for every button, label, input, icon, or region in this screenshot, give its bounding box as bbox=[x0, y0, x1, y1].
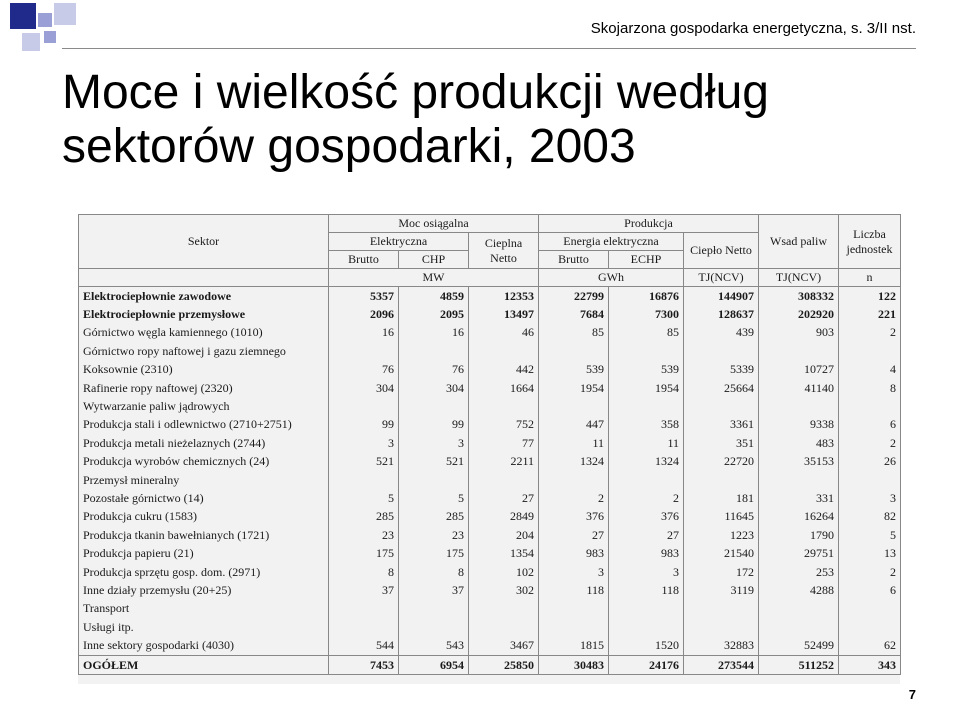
row-value: 285 bbox=[329, 508, 399, 526]
row-value: 3 bbox=[399, 434, 469, 452]
row-value: 22720 bbox=[684, 453, 759, 471]
row-label: OGÓŁEM bbox=[79, 655, 329, 674]
header-unit-tj-heat: TJ(NCV) bbox=[684, 269, 759, 287]
row-value: 6 bbox=[839, 416, 901, 434]
row-value bbox=[839, 618, 901, 636]
row-value: 5 bbox=[329, 489, 399, 507]
row-label: Rafinerie ropy naftowej (2320) bbox=[79, 379, 329, 397]
row-value bbox=[539, 342, 609, 360]
row-value: 10727 bbox=[759, 361, 839, 379]
row-value: 35153 bbox=[759, 453, 839, 471]
row-value: 983 bbox=[609, 544, 684, 562]
table-row bbox=[79, 416, 901, 434]
row-value: 2095 bbox=[399, 305, 469, 323]
row-value: 118 bbox=[609, 581, 684, 599]
row-value: 1520 bbox=[609, 636, 684, 655]
row-value: 77 bbox=[469, 434, 539, 452]
row-value: 37 bbox=[399, 581, 469, 599]
row-value bbox=[684, 600, 759, 618]
row-value: 122 bbox=[839, 287, 901, 306]
row-value: 752 bbox=[469, 416, 539, 434]
row-value: 343 bbox=[839, 655, 901, 674]
row-value: 12353 bbox=[469, 287, 539, 306]
row-value: 1954 bbox=[609, 379, 684, 397]
header-cieplna-netto: Cieplna Netto bbox=[469, 233, 539, 269]
table-row bbox=[79, 397, 901, 415]
header-sektor: Sektor bbox=[79, 215, 329, 269]
table-row bbox=[79, 544, 901, 562]
row-value bbox=[329, 471, 399, 489]
row-value: 25664 bbox=[684, 379, 759, 397]
data-table bbox=[78, 214, 901, 675]
table-row bbox=[79, 453, 901, 471]
row-value: 3 bbox=[539, 563, 609, 581]
row-label: Produkcja metali nieżelaznych (2744) bbox=[79, 434, 329, 452]
row-value bbox=[609, 618, 684, 636]
row-value bbox=[539, 397, 609, 415]
row-value: 1324 bbox=[539, 453, 609, 471]
row-label: Górnictwo ropy naftowej i gazu ziemnego bbox=[79, 342, 329, 360]
row-value bbox=[469, 471, 539, 489]
row-value: 3 bbox=[329, 434, 399, 452]
table-row bbox=[79, 489, 901, 507]
row-value: 204 bbox=[469, 526, 539, 544]
row-value: 82 bbox=[839, 508, 901, 526]
row-value: 273544 bbox=[684, 655, 759, 674]
row-value: 24176 bbox=[609, 655, 684, 674]
row-value: 358 bbox=[609, 416, 684, 434]
row-value: 4288 bbox=[759, 581, 839, 599]
row-value: 27 bbox=[469, 489, 539, 507]
row-value bbox=[759, 397, 839, 415]
row-value: 13497 bbox=[469, 305, 539, 323]
row-value: 8 bbox=[329, 563, 399, 581]
row-value: 6 bbox=[839, 581, 901, 599]
row-value: 5 bbox=[839, 526, 901, 544]
row-value bbox=[469, 397, 539, 415]
row-value: 16 bbox=[399, 324, 469, 342]
row-value: 23 bbox=[329, 526, 399, 544]
row-value bbox=[839, 397, 901, 415]
row-value: 447 bbox=[539, 416, 609, 434]
row-value: 11645 bbox=[684, 508, 759, 526]
header-chp: CHP bbox=[399, 251, 469, 269]
row-value bbox=[839, 600, 901, 618]
row-value bbox=[609, 397, 684, 415]
row-value: 351 bbox=[684, 434, 759, 452]
row-value: 11 bbox=[609, 434, 684, 452]
row-value: 304 bbox=[329, 379, 399, 397]
slide-title-line-1: Moce i wielkość produkcji według bbox=[62, 66, 769, 119]
table-row bbox=[79, 305, 901, 323]
header-produkcja: Produkcja bbox=[539, 215, 759, 233]
row-value: 26 bbox=[839, 453, 901, 471]
row-value: 102 bbox=[469, 563, 539, 581]
row-value: 285 bbox=[399, 508, 469, 526]
row-value: 2 bbox=[609, 489, 684, 507]
row-value: 13 bbox=[839, 544, 901, 562]
row-value: 1354 bbox=[469, 544, 539, 562]
row-value bbox=[609, 342, 684, 360]
header-unit-n: n bbox=[839, 269, 901, 287]
row-value: 439 bbox=[684, 324, 759, 342]
table-row bbox=[79, 563, 901, 581]
row-value: 9338 bbox=[759, 416, 839, 434]
row-value bbox=[399, 471, 469, 489]
row-value: 2096 bbox=[329, 305, 399, 323]
row-value: 221 bbox=[839, 305, 901, 323]
row-value bbox=[329, 600, 399, 618]
row-value: 172 bbox=[684, 563, 759, 581]
row-value: 99 bbox=[399, 416, 469, 434]
row-value: 37 bbox=[329, 581, 399, 599]
header-elektryczna: Elektryczna bbox=[329, 233, 469, 251]
row-value: 544 bbox=[329, 636, 399, 655]
row-value: 8 bbox=[839, 379, 901, 397]
header-brutto-gwh: Brutto bbox=[539, 251, 609, 269]
table-row bbox=[79, 379, 901, 397]
row-value bbox=[329, 618, 399, 636]
header-brutto-mw: Brutto bbox=[329, 251, 399, 269]
row-value bbox=[759, 342, 839, 360]
row-value: 304 bbox=[399, 379, 469, 397]
row-value: 76 bbox=[329, 361, 399, 379]
row-value: 3 bbox=[609, 563, 684, 581]
row-value: 1815 bbox=[539, 636, 609, 655]
table-row bbox=[79, 581, 901, 599]
header-unit-mw: MW bbox=[329, 269, 539, 287]
header-echp: ECHP bbox=[609, 251, 684, 269]
row-value bbox=[329, 397, 399, 415]
row-label: Pozostałe górnictwo (14) bbox=[79, 489, 329, 507]
table-row bbox=[79, 324, 901, 342]
row-value: 21540 bbox=[684, 544, 759, 562]
row-value: 308332 bbox=[759, 287, 839, 306]
logo-square bbox=[54, 3, 76, 25]
logo-square bbox=[22, 33, 40, 51]
row-value: 29751 bbox=[759, 544, 839, 562]
row-value: 2211 bbox=[469, 453, 539, 471]
row-value: 2849 bbox=[469, 508, 539, 526]
row-value: 2 bbox=[539, 489, 609, 507]
header-wsad-paliw: Wsad paliw bbox=[759, 215, 839, 269]
row-value: 41140 bbox=[759, 379, 839, 397]
row-value: 3119 bbox=[684, 581, 759, 599]
row-value: 3361 bbox=[684, 416, 759, 434]
table-row bbox=[79, 434, 901, 452]
row-value: 128637 bbox=[684, 305, 759, 323]
table-body bbox=[79, 287, 901, 675]
row-value: 2 bbox=[839, 434, 901, 452]
row-value: 8 bbox=[399, 563, 469, 581]
row-label: Produkcja cukru (1583) bbox=[79, 508, 329, 526]
row-value: 511252 bbox=[759, 655, 839, 674]
table-row bbox=[79, 600, 901, 618]
row-value bbox=[759, 471, 839, 489]
row-value bbox=[839, 471, 901, 489]
row-value: 539 bbox=[539, 361, 609, 379]
row-value bbox=[759, 618, 839, 636]
row-label: Produkcja stali i odlewnictwo (2710+2751) bbox=[79, 416, 329, 434]
row-value bbox=[759, 600, 839, 618]
logo-square bbox=[38, 13, 52, 27]
row-value: 6954 bbox=[399, 655, 469, 674]
row-value bbox=[399, 397, 469, 415]
data-table-container bbox=[78, 214, 900, 684]
row-value: 539 bbox=[609, 361, 684, 379]
row-value: 118 bbox=[539, 581, 609, 599]
row-value: 23 bbox=[399, 526, 469, 544]
row-label: Górnictwo węgla kamiennego (1010) bbox=[79, 324, 329, 342]
row-value: 1790 bbox=[759, 526, 839, 544]
table-row bbox=[79, 287, 901, 306]
row-value: 11 bbox=[539, 434, 609, 452]
row-value: 22799 bbox=[539, 287, 609, 306]
row-value: 521 bbox=[329, 453, 399, 471]
row-value: 202920 bbox=[759, 305, 839, 323]
row-value bbox=[684, 342, 759, 360]
row-value: 7300 bbox=[609, 305, 684, 323]
row-value: 7453 bbox=[329, 655, 399, 674]
row-value bbox=[399, 600, 469, 618]
row-value: 175 bbox=[329, 544, 399, 562]
row-value bbox=[609, 471, 684, 489]
row-label: Przemysł mineralny bbox=[79, 471, 329, 489]
row-value: 99 bbox=[329, 416, 399, 434]
row-value bbox=[684, 618, 759, 636]
row-value: 7684 bbox=[539, 305, 609, 323]
row-value: 4 bbox=[839, 361, 901, 379]
row-value: 376 bbox=[539, 508, 609, 526]
row-value: 181 bbox=[684, 489, 759, 507]
row-value bbox=[839, 342, 901, 360]
row-value: 62 bbox=[839, 636, 901, 655]
row-value: 521 bbox=[399, 453, 469, 471]
row-value: 543 bbox=[399, 636, 469, 655]
row-value: 16876 bbox=[609, 287, 684, 306]
row-value: 483 bbox=[759, 434, 839, 452]
logo bbox=[10, 3, 80, 61]
page-number: 7 bbox=[908, 687, 916, 702]
row-value: 331 bbox=[759, 489, 839, 507]
row-label: Produkcja papieru (21) bbox=[79, 544, 329, 562]
row-label: Inne sektory gospodarki (4030) bbox=[79, 636, 329, 655]
header-divider bbox=[62, 48, 916, 49]
slide-title-line-2: sektorów gospodarki, 2003 bbox=[62, 120, 636, 173]
row-value bbox=[539, 471, 609, 489]
table-row bbox=[79, 471, 901, 489]
row-value: 2 bbox=[839, 563, 901, 581]
row-label: Elektrociepłownie przemysłowe bbox=[79, 305, 329, 323]
row-value bbox=[469, 342, 539, 360]
slide-title bbox=[62, 66, 922, 174]
row-label: Transport bbox=[79, 600, 329, 618]
row-value: 376 bbox=[609, 508, 684, 526]
row-value: 1664 bbox=[469, 379, 539, 397]
row-value: 1954 bbox=[539, 379, 609, 397]
row-value: 25850 bbox=[469, 655, 539, 674]
row-value bbox=[469, 600, 539, 618]
table-row bbox=[79, 636, 901, 655]
row-value: 27 bbox=[609, 526, 684, 544]
row-value bbox=[609, 600, 684, 618]
header-moc-osiagalna: Moc osiągalna bbox=[329, 215, 539, 233]
row-value: 16264 bbox=[759, 508, 839, 526]
row-label: Inne działy przemysłu (20+25) bbox=[79, 581, 329, 599]
row-value bbox=[684, 471, 759, 489]
row-value: 903 bbox=[759, 324, 839, 342]
header-energia-elektryczna: Energia elektryczna bbox=[539, 233, 684, 251]
header-unit-tj-fuel: TJ(NCV) bbox=[759, 269, 839, 287]
row-label: Produkcja wyrobów chemicznych (24) bbox=[79, 453, 329, 471]
row-value: 5357 bbox=[329, 287, 399, 306]
row-value: 5 bbox=[399, 489, 469, 507]
row-value: 32883 bbox=[684, 636, 759, 655]
row-value bbox=[399, 618, 469, 636]
table-row bbox=[79, 655, 901, 674]
row-value: 983 bbox=[539, 544, 609, 562]
row-label: Produkcja tkanin bawełnianych (1721) bbox=[79, 526, 329, 544]
row-value: 85 bbox=[609, 324, 684, 342]
row-value bbox=[329, 342, 399, 360]
row-label: Produkcja sprzętu gosp. dom. (2971) bbox=[79, 563, 329, 581]
header-text: Skojarzona gospodarka energetyczna, s. 3/II nst. bbox=[590, 20, 916, 37]
row-label: Wytwarzanie paliw jądrowych bbox=[79, 397, 329, 415]
row-value: 27 bbox=[539, 526, 609, 544]
table-row bbox=[79, 361, 901, 379]
row-value bbox=[469, 618, 539, 636]
row-value: 3467 bbox=[469, 636, 539, 655]
row-value: 85 bbox=[539, 324, 609, 342]
table-row bbox=[79, 508, 901, 526]
row-value: 4859 bbox=[399, 287, 469, 306]
row-value: 175 bbox=[399, 544, 469, 562]
row-value: 5339 bbox=[684, 361, 759, 379]
row-value: 2 bbox=[839, 324, 901, 342]
row-label: Elektrociepłownie zawodowe bbox=[79, 287, 329, 306]
logo-square bbox=[44, 31, 56, 43]
header-cieplo-netto: Ciepło Netto bbox=[684, 233, 759, 269]
table-row bbox=[79, 618, 901, 636]
row-value: 46 bbox=[469, 324, 539, 342]
header-unit-blank bbox=[79, 269, 329, 287]
table-row bbox=[79, 526, 901, 544]
row-value: 442 bbox=[469, 361, 539, 379]
row-value: 1223 bbox=[684, 526, 759, 544]
row-value bbox=[684, 397, 759, 415]
row-value: 1324 bbox=[609, 453, 684, 471]
row-label: Koksownie (2310) bbox=[79, 361, 329, 379]
row-value bbox=[539, 618, 609, 636]
row-value: 16 bbox=[329, 324, 399, 342]
row-value: 302 bbox=[469, 581, 539, 599]
row-value: 30483 bbox=[539, 655, 609, 674]
row-label: Usługi itp. bbox=[79, 618, 329, 636]
row-value: 144907 bbox=[684, 287, 759, 306]
row-value: 76 bbox=[399, 361, 469, 379]
logo-square bbox=[10, 3, 36, 29]
row-value: 52499 bbox=[759, 636, 839, 655]
table-row bbox=[79, 342, 901, 360]
header-liczba-jednostek: Liczba jednostek bbox=[839, 215, 901, 269]
row-value: 253 bbox=[759, 563, 839, 581]
row-value bbox=[399, 342, 469, 360]
row-value bbox=[539, 600, 609, 618]
row-value: 3 bbox=[839, 489, 901, 507]
header-unit-gwh: GWh bbox=[539, 269, 684, 287]
